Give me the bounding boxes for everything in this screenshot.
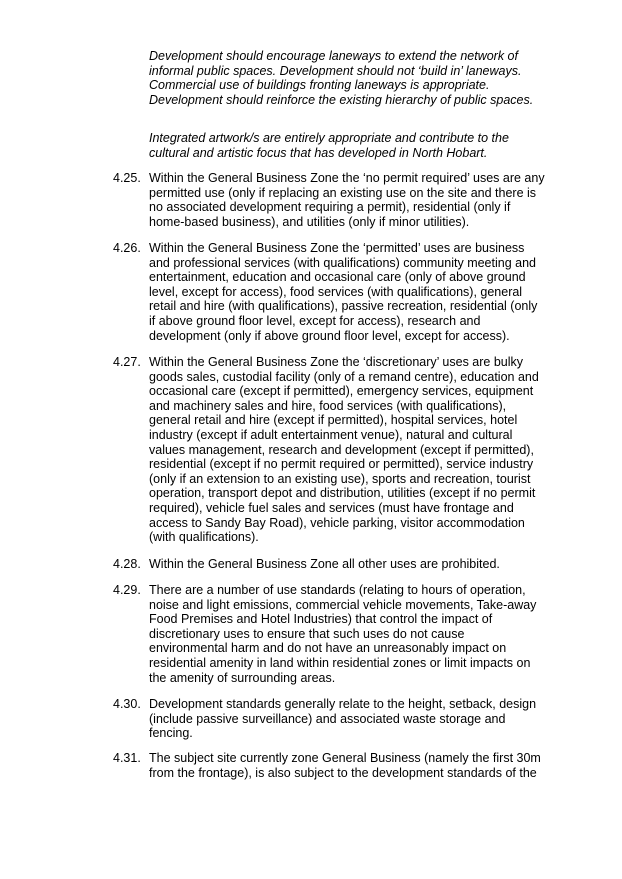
paragraph-line: discretionary uses to ensure that such uses do not cause — [149, 626, 465, 641]
paragraph-line: occasional care (except if permitted), emergency services, equipment — [149, 384, 534, 399]
paragraph-line: and professional services (with qualifications) community meeting and — [149, 255, 536, 270]
paragraph-line: access to Sandy Bay Road), vehicle parking, visitor accommodation — [149, 515, 525, 530]
italic-paragraph-line: Development should reinforce the existing hierarchy of public spaces. — [149, 92, 534, 107]
paragraph-line: The subject site currently zone General Business (namely the first 30m — [149, 751, 541, 765]
paragraph-number: 4.29. — [113, 583, 141, 597]
paragraph-line: goods sales, custodial facility (only of a remand centre), education and — [149, 369, 539, 384]
italic-paragraph-line: informal public spaces. Development should not ‘build in’ laneways. — [149, 63, 522, 78]
paragraph-line: There are a number of use standards (relating to hours of operation, — [149, 583, 526, 597]
paragraph-line: Within the General Business Zone all other uses are prohibited. — [149, 557, 500, 571]
paragraph-line: the amenity of surrounding areas. — [149, 670, 336, 685]
paragraph-line: Within the General Business Zone the ‘no permit required’ uses are any — [149, 171, 545, 185]
paragraph-line: and machinery sales and hire, food services (with qualifications), — [149, 398, 507, 413]
paragraph-line: residential amenity in land within residential zones or limit impacts on — [149, 656, 531, 670]
paragraph-line: required), vehicle fuel sales and services (must have frontage and — [149, 501, 514, 515]
paragraph-number: 4.31. — [113, 751, 141, 765]
italic-paragraph-line: cultural and artistic focus that has developed in North Hobart. — [149, 145, 488, 160]
paragraph-line: Within the General Business Zone the ‘permitted’ uses are business — [149, 241, 525, 255]
paragraph-number: 4.30. — [113, 697, 141, 711]
paragraph-line: if above ground floor level, except for access), research and — [149, 314, 481, 328]
paragraph-line: environmental harm and do not have an unreasonably impact on — [149, 641, 507, 656]
paragraph-line: (only if an extension to an existing use), sports and recreation, tourist — [149, 471, 531, 486]
paragraph-number: 4.25. — [113, 171, 141, 185]
paragraph-line: home-based business), and utilities (only if minor utilities). — [149, 214, 470, 229]
paragraph-line: values management, research and development (except if permitted), — [149, 442, 534, 457]
paragraph-line: entertainment, education and occasional care (only of above ground — [149, 270, 526, 285]
paragraph-line: development (only if above ground floor level, except for access). — [149, 328, 510, 343]
paragraph-line: noise and light emissions, commercial vehicle movements, Take-away — [149, 597, 537, 612]
paragraph-line: from the frontage), is also subject to the development standards of the — [149, 765, 537, 780]
paragraph-line: general retail and hire (except if permitted), hospital services, hotel — [149, 413, 518, 428]
paragraph-line: residential (except if no permit required or permitted), service industry — [149, 457, 534, 472]
paragraph-line: fencing. — [149, 726, 193, 741]
paragraph-line: retail and hire (with qualifications), passive recreation, residential (only — [149, 299, 538, 314]
paragraph-line: Food Premises and Hotel Industries) that control the impact of — [149, 612, 493, 627]
paragraph-line: (include passive surveillance) and associated waste storage and — [149, 711, 506, 726]
paragraph-line: level, except for access), food services (with qualifications), general — [149, 284, 523, 299]
paragraph-number: 4.26. — [113, 241, 141, 255]
paragraph-line: permitted use (only if replacing an existing use on the site and there is — [149, 185, 537, 200]
paragraph-line: industry (except if adult entertainment venue), natural and cultural — [149, 428, 513, 442]
italic-paragraph-line: Integrated artwork/s are entirely appropriate and contribute to the — [149, 131, 509, 145]
paragraph-line: Within the General Business Zone the ‘discretionary’ uses are bulky — [149, 355, 524, 369]
paragraph-number: 4.27. — [113, 355, 141, 369]
paragraph-line: no associated development requiring a permit), residential (only if — [149, 200, 511, 215]
italic-paragraph-line: Commercial use of buildings fronting laneways is appropriate. — [149, 78, 490, 93]
paragraph-line: (with qualifications). — [149, 530, 259, 545]
italic-paragraph-line: Development should encourage laneways to extend the network of — [149, 49, 518, 63]
paragraph-line: operation, transport depot and distribution, utilities (except if no permit — [149, 486, 536, 501]
paragraph-number: 4.28. — [113, 557, 141, 571]
paragraph-line: Development standards generally relate to the height, setback, design — [149, 697, 537, 711]
